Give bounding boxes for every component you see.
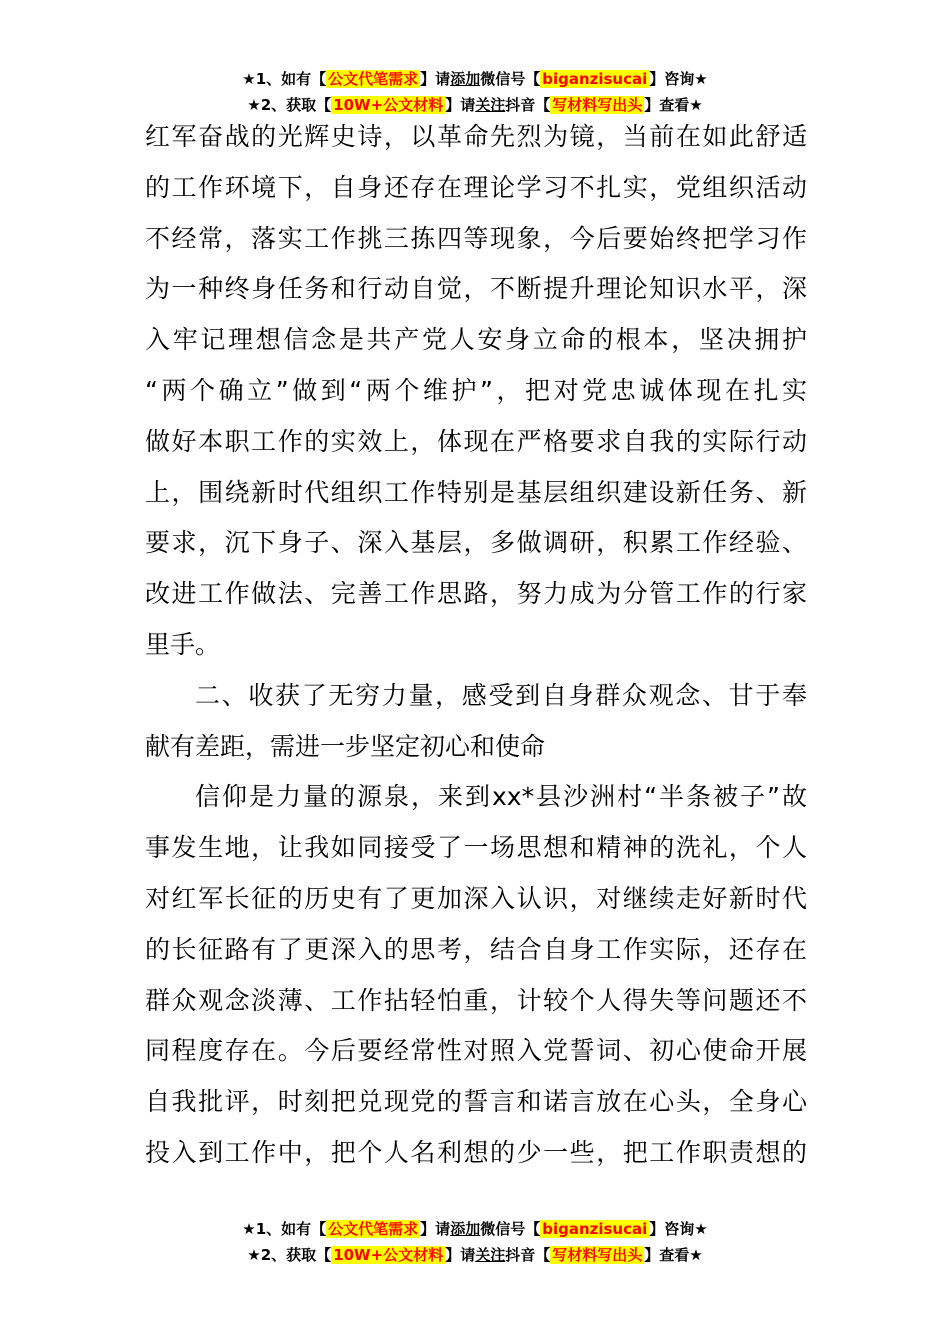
- highlight-service: 公文代笔需求: [328, 70, 419, 88]
- text-line: 为一种终身任务和行动自觉，不断提升理论知识水平，深: [145, 274, 807, 304]
- text-line: 信仰是力量的源泉，来到xx*县沙洲村“半条被子”故: [195, 782, 807, 812]
- highlight-wechat-id: biganzisucai: [542, 70, 648, 88]
- text-line: 同程度存在。今后要经常性对照入党誓词、初心使命开展: [145, 1036, 807, 1066]
- text-line: “两个确立”做到“两个维护”，把对党忠诚体现在扎实: [145, 375, 807, 405]
- text-line: 里手。: [145, 629, 221, 659]
- text-line: 红军奋战的光辉史诗，以革命先烈为镜，当前在如此舒适: [145, 122, 807, 151]
- highlight-douyin: 写材料写出头: [552, 96, 643, 114]
- highlight-wechat-id: biganzisucai: [542, 1220, 648, 1238]
- text-line: 自我批评，时刻把兑现党的誓言和诺言放在心头，全身心: [145, 1087, 807, 1117]
- text-line: 不经常，落实工作挑三拣四等现象，今后要始终把学习作: [145, 223, 807, 253]
- text-line: 群众观念淡薄、工作拈轻怕重，计较个人得失等问题还不: [145, 985, 807, 1015]
- text-line: 投入到工作中，把个人名利想的少一些，把工作职责想的: [145, 1137, 807, 1167]
- text-line: 要求，沉下身子、深入基层，多做调研，积累工作经验、: [145, 528, 807, 558]
- header-banner: [0, 66, 950, 118]
- text-line: 的长征路有了更深入的思考，结合自身工作实际，还存在: [145, 934, 807, 964]
- footer-banner: [0, 1216, 950, 1268]
- text-line: 上，围绕新时代组织工作特别是基层组织建设新任务、新: [145, 477, 807, 507]
- banner-line-2: ★2、获取【 10W+公文材料 】请关注抖音【 写材料写出头 】查看★: [247, 1246, 703, 1264]
- text-line: 做好本职工作的实效上，体现在严格要求自我的实际行动: [145, 426, 807, 456]
- highlight-materials: 10W+公文材料: [333, 96, 444, 114]
- text-line: 改进工作做法、完善工作思路，努力成为分管工作的行家: [145, 579, 807, 609]
- document-body: [145, 112, 807, 1179]
- highlight-service: 公文代笔需求: [328, 1220, 419, 1238]
- section-heading-line: 献有差距，需进一步坚定初心和使命: [145, 731, 546, 761]
- text-line: 事发生地，让我如同接受了一场思想和精神的洗礼，个人: [145, 833, 807, 863]
- text-line: 对红军长征的历史有了更加深入认识，对继续走好新时代: [145, 883, 807, 913]
- text-line: 的工作环境下，自身还存在理论学习不扎实，党组织活动: [145, 172, 807, 202]
- banner-line-1: ★1、如有【 公文代笔需求 】请添加微信号【 biganzisucai 】咨询★: [242, 70, 708, 88]
- text-line: 入牢记理想信念是共产党人安身立命的根本，坚决拥护: [145, 325, 807, 355]
- banner-line-2: ★2、获取【 10W+公文材料 】请关注抖音【 写材料写出头 】查看★: [247, 96, 703, 114]
- highlight-douyin: 写材料写出头: [552, 1246, 643, 1264]
- highlight-materials: 10W+公文材料: [333, 1246, 444, 1264]
- section-heading-line: 二、收获了无穷力量，感受到自身群众观念、甘于奉: [195, 680, 807, 710]
- banner-line-1: ★1、如有【 公文代笔需求 】请添加微信号【 biganzisucai 】咨询★: [242, 1220, 708, 1238]
